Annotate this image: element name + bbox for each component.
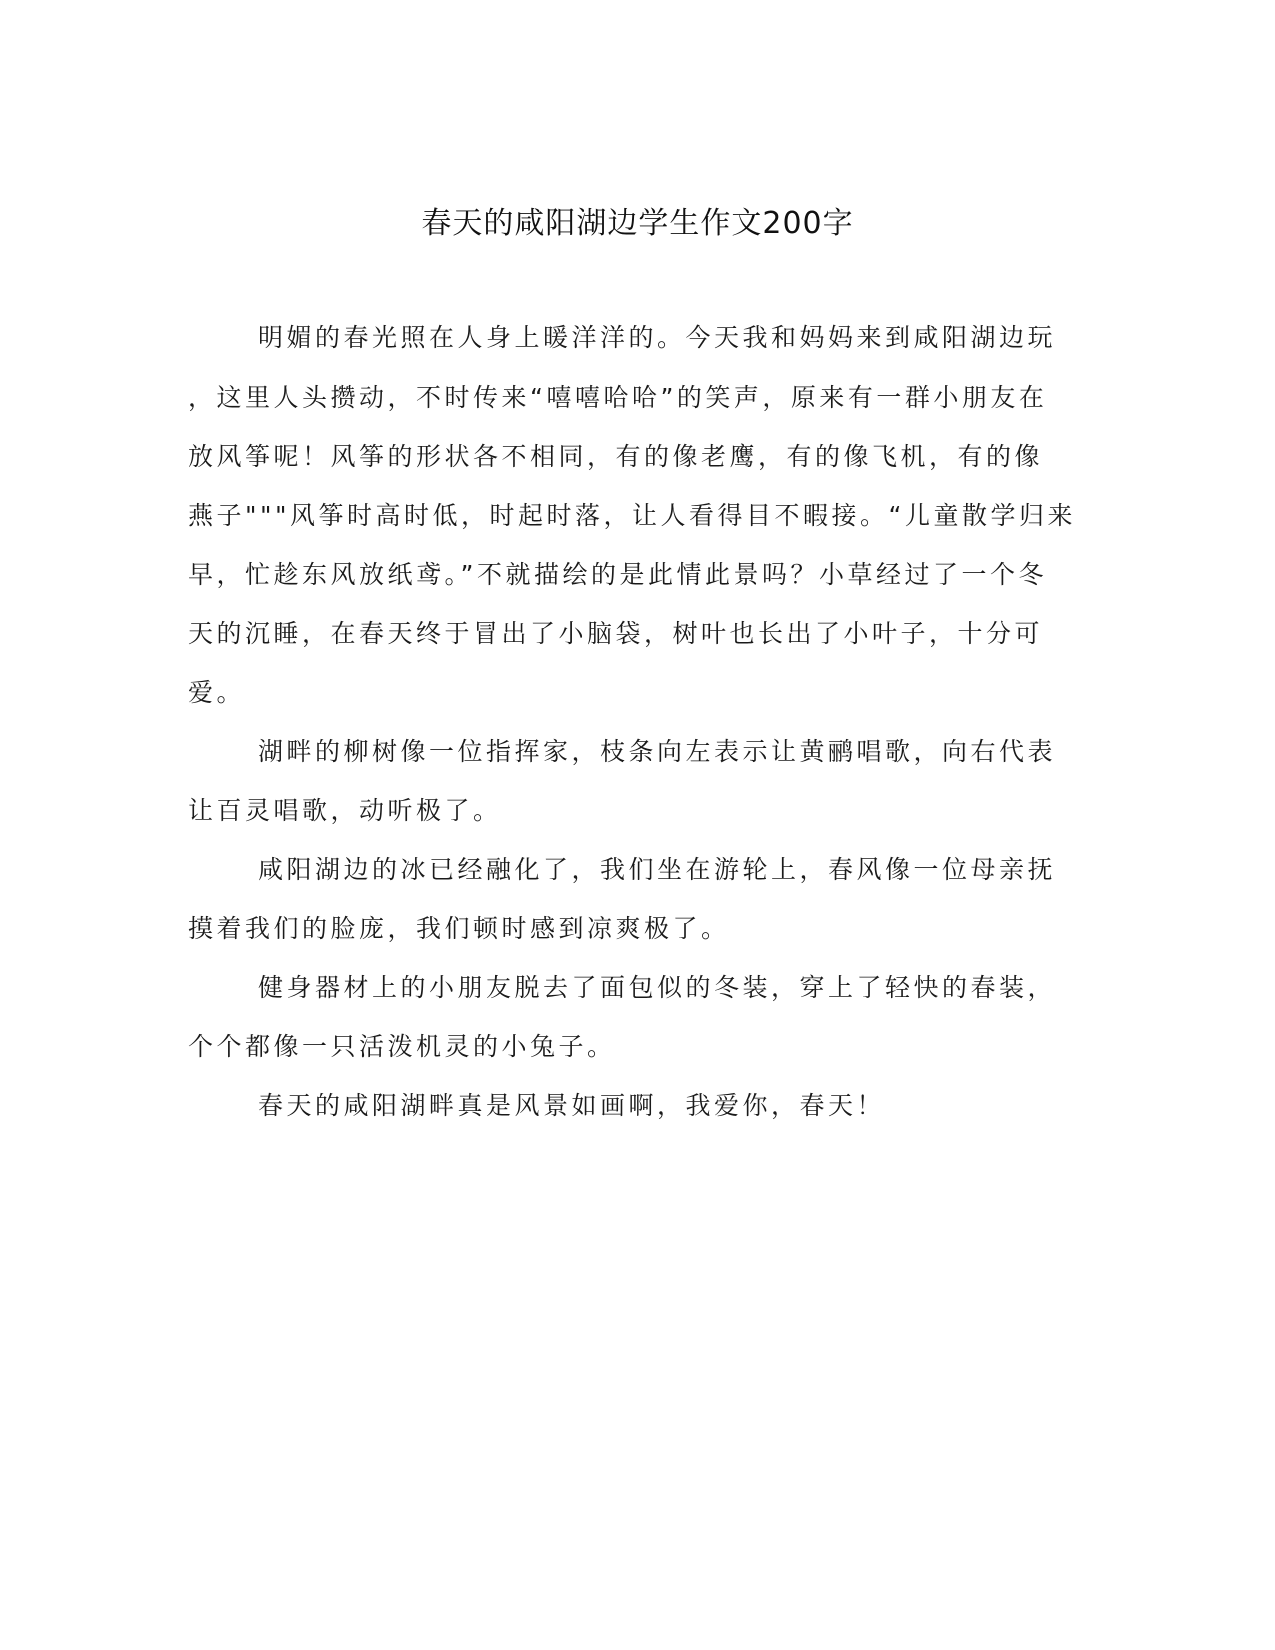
document-title: 春天的咸阳湖边学生作文200字 — [421, 206, 854, 241]
paragraph-3-line-2: 摸着我们的脸庞，我们顿时感到凉爽极了。 — [188, 914, 730, 943]
paragraph-2-line-2: 让百灵唱歌，动听极了。 — [188, 796, 502, 825]
paragraph-1-line-1: 明媚的春光照在人身上暖洋洋的。今天我和妈妈来到咸阳湖边玩 — [258, 323, 1057, 352]
paragraph-4-line-2: 个个都像一只活泼机灵的小兔子。 — [188, 1032, 616, 1061]
paragraph-1-line-4: 燕子"""风筝时高时低，时起时落，让人看得目不暇接。“儿童散学归来 — [188, 501, 1076, 530]
paragraph-4-line-1: 健身器材上的小朋友脱去了面包似的冬装，穿上了轻快的春装， — [258, 973, 1057, 1002]
paragraph-1-line-3: 放风筝呢！风筝的形状各不相同，有的像老鹰，有的像飞机，有的像 — [188, 442, 1044, 471]
paragraph-3-line-1: 咸阳湖边的冰已经融化了，我们坐在游轮上，春风像一位母亲抚 — [258, 855, 1057, 884]
paragraph-1-line-6: 天的沉睡，在春天终于冒出了小脑袋，树叶也长出了小叶子，十分可 — [188, 619, 1044, 648]
paragraph-1-line-5: 早，忙趁东风放纸鸢。”不就描绘的是此情此景吗？小草经过了一个冬 — [188, 560, 1047, 589]
paragraph-1-line-2: ，这里人头攒动，不时传来“嘻嘻哈哈”的笑声，原来有一群小朋友在 — [188, 383, 1048, 412]
paragraph-5-line-1: 春天的咸阳湖畔真是风景如画啊，我爱你，春天！ — [258, 1091, 886, 1120]
paragraph-2-line-1: 湖畔的柳树像一位指挥家，枝条向左表示让黄鹂唱歌，向右代表 — [258, 737, 1057, 766]
paragraph-1-line-7: 爱。 — [188, 678, 246, 707]
